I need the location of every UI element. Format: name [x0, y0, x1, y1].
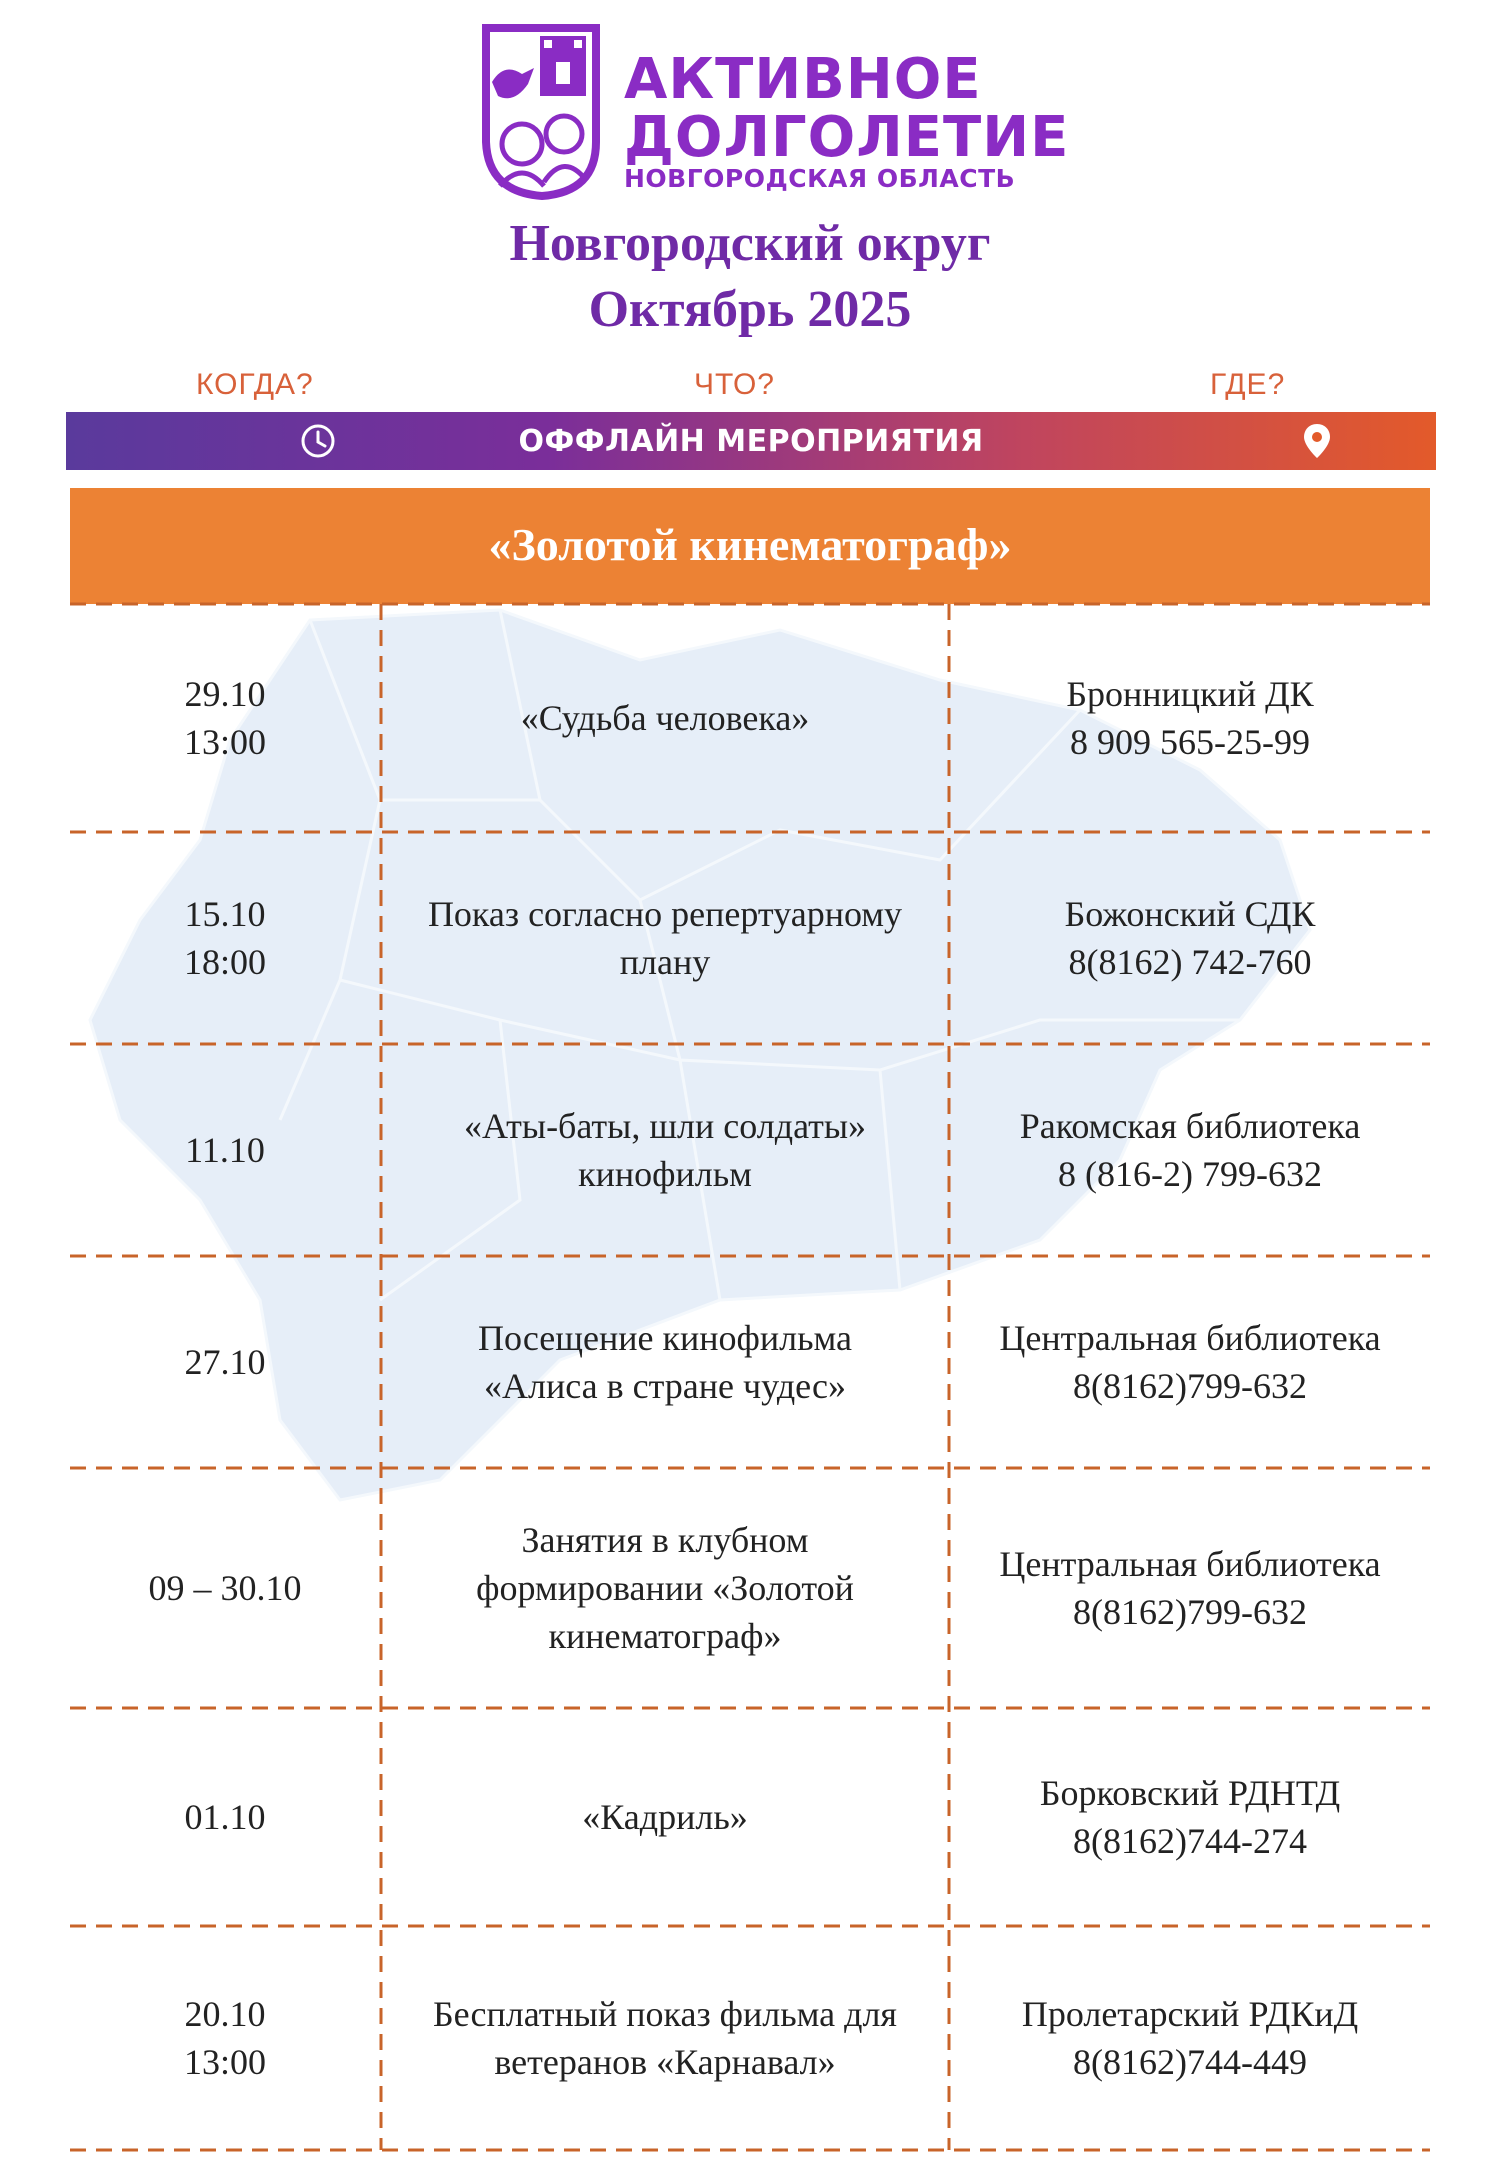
event-1-title: «Судьба человека»: [520, 698, 810, 738]
page-title: Новгородский округ: [509, 215, 991, 272]
event-2-title: Показ согласно репертуарному плану: [427, 894, 903, 982]
event-2-venue: Божонский СДК 8(8162) 742-760: [1064, 894, 1316, 982]
event-5-title: Занятия в клубном формировании «Золотой кинематограф»: [476, 1520, 854, 1656]
event-6-venue: Борковский РДНТД 8(8162)744-274: [1039, 1773, 1341, 1861]
offline-events-banner: [66, 412, 1436, 470]
event-1-date: 29.10 13:00: [183, 674, 266, 762]
event-4-date: 27.10: [184, 1342, 266, 1382]
event-7-venue: Пролетарский РДКиД 8(8162)744-449: [1021, 1994, 1359, 2082]
column-when-label: КОГДА?: [196, 368, 314, 401]
event-7-title: Бесплатный показ фильма для ветеранов «Карнавал»: [433, 1994, 897, 2082]
column-where-label: ГДЕ?: [1210, 368, 1286, 401]
event-4-venue: Центральная библиотека 8(8162)799-632: [999, 1318, 1381, 1406]
event-1-venue: Бронницкий ДК 8 909 565-25-99: [1066, 674, 1314, 762]
column-what-label: ЧТО?: [694, 368, 775, 401]
logo-line-3: НОВГОРОДСКАЯ ОБЛАСТЬ: [624, 164, 1016, 193]
logo-line-1: АКТИВНОЕ: [624, 47, 982, 112]
section-title: «Золотой кинематограф»: [488, 519, 1012, 570]
column-questions: [0, 368, 1500, 404]
event-6-date: 01.10: [184, 1797, 266, 1837]
banner-label: ОФФЛАЙН МЕРОПРИЯТИЯ: [518, 424, 984, 459]
location-pin-icon: [1302, 422, 1332, 460]
logo: [478, 22, 1070, 200]
active-longevity-emblem-icon: [478, 22, 606, 200]
event-4-title: Посещение кинофильма «Алиса в стране чудес»: [477, 1318, 852, 1406]
event-5-date: 09 – 30.10: [148, 1568, 302, 1608]
section-header: [70, 488, 1430, 604]
event-3-date: 11.10: [185, 1130, 265, 1170]
event-7-date: 20.10 13:00: [183, 1994, 266, 2082]
event-3-venue: Ракомская библиотека 8 (816-2) 799-632: [1019, 1106, 1361, 1194]
event-6-title: «Кадриль»: [582, 1797, 748, 1837]
logo-line-2: ДОЛГОЛЕТИЕ: [624, 105, 1070, 170]
event-5-venue: Центральная библиотека 8(8162)799-632: [999, 1544, 1381, 1632]
event-2-date: 15.10 18:00: [183, 894, 266, 982]
event-3-title: «Аты-баты, шли солдаты» кинофильм: [463, 1106, 867, 1194]
page-subtitle: Октябрь 2025: [588, 281, 912, 338]
